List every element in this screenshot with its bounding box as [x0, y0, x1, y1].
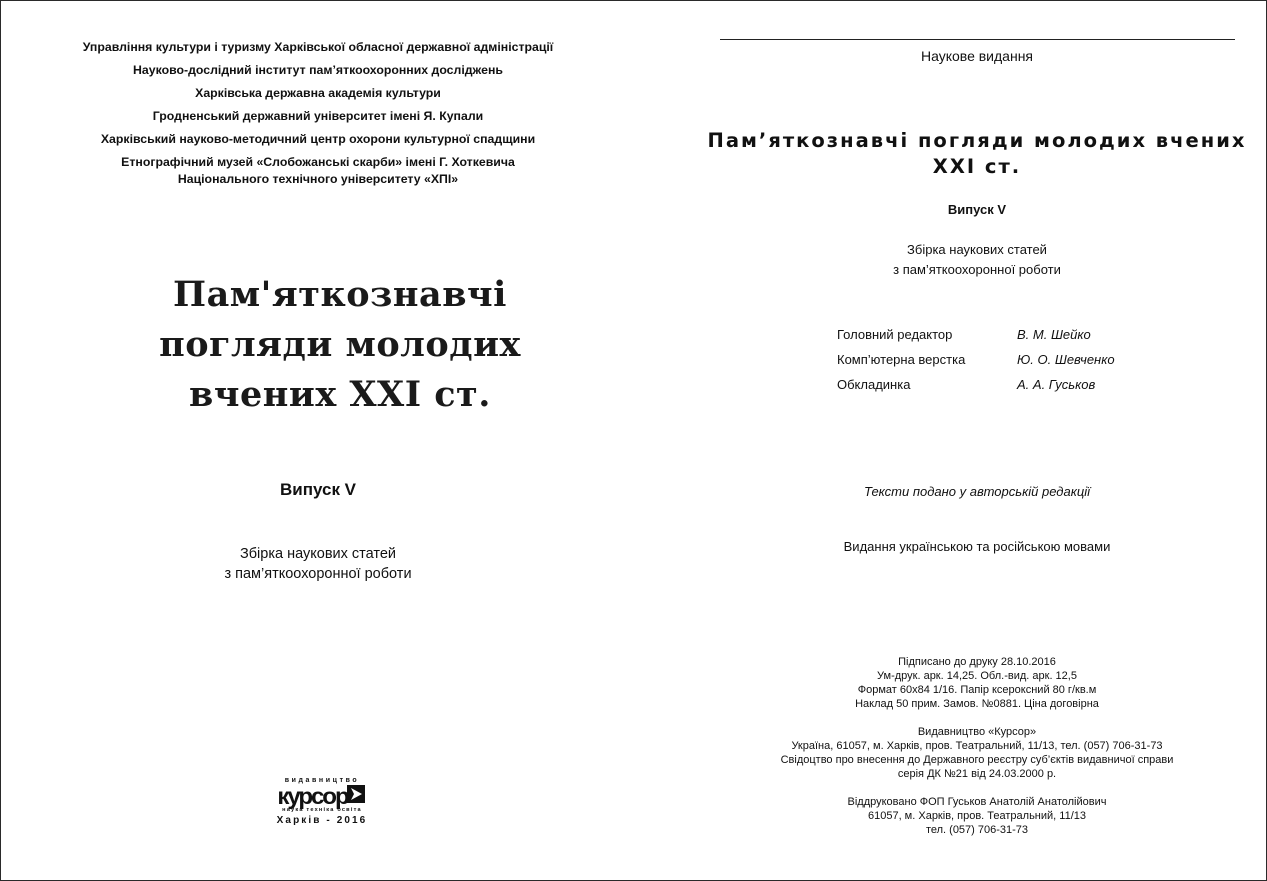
collection-line: з пам’яткоохоронної роботи — [224, 566, 412, 582]
title-line: вчених XXI ст. — [189, 374, 491, 415]
printer-detail-line: Віддруковано ФОП Гуськов Анатолій Анатолійович — [847, 796, 1107, 808]
publisher-detail-line: Україна, 61057, м. Харків, пров. Театральний, 11/13, тел. (057) 706-31-73 — [791, 740, 1163, 752]
print-detail-line: Ум-друк. арк. 14,25. Обл.-вид. арк. 12,5 — [877, 670, 1077, 682]
issue-label: Випуск V — [947, 202, 1007, 217]
title-line: Пам'яткознавчі — [173, 274, 507, 315]
logo-city-year: Харків - 2016 — [276, 815, 368, 826]
credit-role: Комп’ютерна верстка — [837, 352, 966, 367]
publisher-detail-line: серія ДК №21 від 24.03.2000 р. — [897, 768, 1057, 780]
print-detail-line: Підписано до друку 28.10.2016 — [898, 656, 1056, 668]
collection-description — [0, 544, 636, 584]
editorial-note: Тексти подано у авторській редакції — [863, 484, 1091, 499]
organization-line: Науково-дослідний інститут пам’яткоохоронних досліджень — [133, 63, 503, 77]
title-line: погляди молодих — [159, 324, 521, 365]
print-detail-line: Наклад 50 прим. Замов. №0881. Ціна договірна — [855, 698, 1099, 710]
language-note: Видання українською та російською мовами — [843, 539, 1111, 554]
collection-line: Збірка наукових статей — [239, 546, 397, 562]
imprint-block — [636, 655, 1267, 837]
edition-type: Наукове видання — [920, 48, 1034, 64]
print-detail-line: Формат 60х84 1/16. Папір ксероксний 80 г/кв.м — [857, 684, 1097, 696]
printer-detail-line: тел. (057) 706-31-73 — [925, 824, 1029, 836]
organization-line: Харківська державна академія культури — [195, 86, 441, 100]
book-title-decorative — [120, 270, 560, 420]
logo-brand: курсор — [276, 783, 348, 809]
cursor-arrow-icon — [347, 785, 365, 808]
credit-role: Головний редактор — [837, 327, 953, 342]
organization-line: Етнографічний музей «Слобожанські скарби» імені Г. Хоткевича — [121, 155, 515, 169]
issue-label: Випуск V — [279, 480, 357, 499]
organization-line: Національного технічного університету «ХПІ» — [177, 172, 459, 186]
publisher-detail-line: Свідоцтво про внесення до Державного реєстру суб’єктів видавничої справи — [780, 754, 1174, 766]
publisher-detail-line: Видавництво «Курсор» — [917, 726, 1037, 738]
collection-description — [636, 240, 1267, 280]
credit-name: В. М. Шейко — [1017, 327, 1091, 342]
credits-list — [837, 322, 1115, 397]
title-line: XXI ст. — [932, 155, 1022, 178]
top-divider — [720, 39, 1235, 40]
logo-top-text: видавництво — [284, 777, 360, 784]
organization-line: Управління культури і туризму Харківської обласної державної адміністрації — [82, 40, 554, 54]
credit-row — [837, 322, 1115, 347]
title-line: Пам’яткознавчі погляди молодих вчених — [707, 129, 1247, 152]
credit-row — [837, 347, 1115, 372]
organization-line: Харківський науково-методичний центр охорони культурної спадщини — [100, 132, 536, 146]
organizations-list — [0, 36, 636, 187]
credit-name: Ю. О. Шевченко — [1017, 352, 1115, 367]
publisher-logo — [272, 777, 372, 827]
credit-row — [837, 372, 1115, 397]
right-page — [636, 0, 1267, 881]
collection-line: з пам’яткоохоронної роботи — [893, 262, 1061, 277]
logo-tagline: наука техніка освіта — [282, 807, 362, 813]
organization-line: Гродненський державний університет імені Я. Купали — [152, 109, 484, 123]
logo-brand-row — [272, 785, 372, 807]
credit-name: А. А. Гуськов — [1017, 377, 1096, 392]
credit-role: Обкладинка — [837, 377, 911, 392]
collection-line: Збірка наукових статей — [907, 242, 1047, 257]
book-title — [696, 128, 1258, 180]
printer-detail-line: 61057, м. Харків, пров. Театральний, 11/13 — [867, 810, 1086, 822]
